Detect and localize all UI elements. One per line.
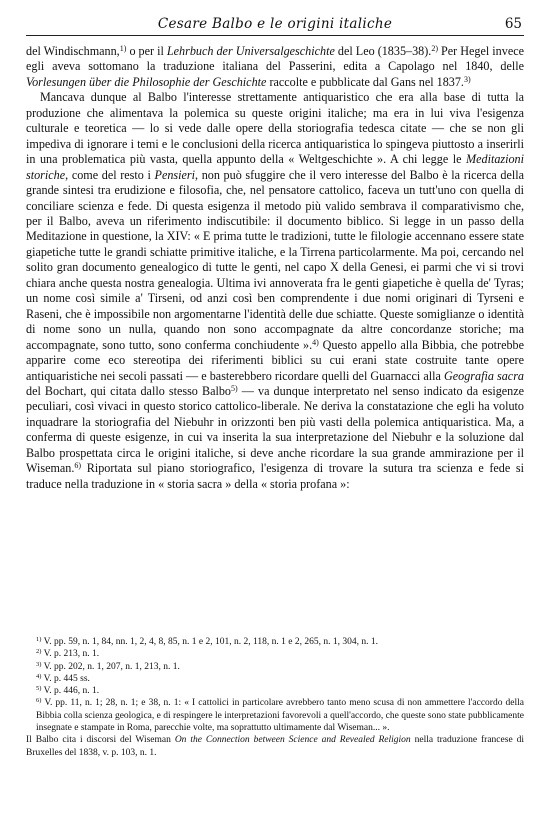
text-run: del Leo (1835–38). <box>334 44 432 58</box>
footnote <box>26 648 524 660</box>
page-number: 65 <box>504 16 522 32</box>
footnote-number: 3) <box>36 660 42 668</box>
footnote-text: V. p. 445 ss. <box>41 673 90 684</box>
footnote-number: 5) <box>36 685 42 693</box>
book-title: Lehrbuch der Universalgeschichte <box>166 44 335 58</box>
footnote-text: V. pp. 202, n. 1, 207, n. 1, 213, n. 1. <box>41 661 180 672</box>
text-run: Il Balbo cita i discorsi del Wiseman <box>26 735 175 746</box>
text-run: del Windischmann, <box>26 44 120 58</box>
footnote <box>26 636 524 648</box>
footnote-continuation <box>26 734 524 759</box>
footnote-ref: 3) <box>463 74 471 84</box>
body-text <box>26 44 524 492</box>
text-run: Mancava dunque al Balbo l'interesse strettamente antiquaristico che era alla base di tutta la produzione che alimentava la polemica su queste origini italiche; ma era in lui viva l'esigenza culturale e teoretica — lo si vede dalle opere della storiografia tedesca citate — che se non gli impediva di ignorare i temi e le conclusioni della ricerca antiquaristica lo spingeva piuttosto a inserirli in una problematica più vasta, quella appunto della « Weltgeschichte ». A chi legge le <box>26 90 524 167</box>
book-title: On the Connection between Science and Revealed Religion <box>174 735 411 746</box>
footnote-ref: 2) <box>431 44 438 53</box>
footnote <box>26 673 524 685</box>
running-title: Cesare Balbo e le origini italiche <box>157 16 393 32</box>
footnote-number: 4) <box>36 672 42 680</box>
text-run: , come del resto i <box>65 167 155 182</box>
footnote-text: V. p. 213, n. 1. <box>41 649 100 660</box>
text-run: Riportata sul piano storiografico, l'esigenza di trovare la sutura tra scienza e fede si traduce nella traduzione in « storia sacra » della « storia profana »: <box>26 461 524 491</box>
paragraph-1 <box>26 44 524 90</box>
book-title: Pensieri <box>154 167 195 182</box>
footnote-ref: 1) <box>119 44 127 53</box>
footnote <box>26 697 524 734</box>
footnote-text: V. pp. 59, n. 1, 84, nn. 1, 2, 4, 8, 85, n. 1 e 2, 101, n. 2, 118, n. 1 e 2, 265, n. 1, 304, n. 1. <box>41 637 378 647</box>
footnote-number: 2) <box>36 648 42 656</box>
footnotes <box>26 636 524 759</box>
footnote-text: V. p. 446, n. 1. <box>41 686 100 697</box>
page-header <box>26 13 524 36</box>
footnote-ref: 6) <box>74 461 82 471</box>
book-title: Geografia sacra <box>444 368 524 383</box>
text-run: raccolte e pubblicate dal Gans nel 1837. <box>266 74 464 89</box>
text-run: Per Hegel invece egli aveva sottomano la traduzione italiana del Passerini, edita a Capolago nel 1840, delle <box>26 44 524 74</box>
book-title: Vorlesungen über die Philosophie der Geschichte <box>26 74 267 89</box>
footnote-ref: 4) <box>312 337 319 347</box>
footnote <box>26 685 524 697</box>
text-run: del Bochart, qui citata dallo stesso Balbo <box>26 383 231 398</box>
footnote-number: 1) <box>36 636 42 643</box>
footnote-text: V. pp. 11, n. 1; 28, n. 1; e 38, n. 1: « I cattolici in particolare avrebbero tanto meno scusa di non ammettere l'accordo della Bibbia colla scienza geologica, e di respingere le interpretazioni favorevoli a quell'accordo, che queste sono state pubblicamente insegnate e stampate in Roma, parecchie volte, ma soprattutto ultimamente dal Wiseman... ». <box>36 698 524 734</box>
text-run: nella traduzione francese di Bruxelles del 1838, v. p. 103, n. 1. <box>26 735 524 758</box>
footnote <box>26 661 524 673</box>
text-run: o per il <box>126 44 167 58</box>
text-run: , non può sfuggire che il vero interesse del Balbo è la ricerca della grande sintesi tra erudizione e filosofia, che, nel pensatore cattolico, faceva un tutt'uno con quella di conciliare scienza e fede. Di questa esigenza il metodo più valido sembrava il comparativismo che, per il Balbo, aveva un riferimento indiscutibile: il documento biblico. Si legge in un passo della Meditazione in questione, la XIV: « E prima tutte le tradizioni, tutte le filologie accennano essere state giapetiche tutte le grandi schiatte primitive italiche, e la Tirrena particolarmente. Ma poi, cercando nel solito gran documento genealogico di tutte le genti, nel capo X della Genesi, ei parmi che vi si trovi chiara anche questa nostra genealogia. Ultima ivi annoverata fra le genti giapetiche è quella de' Tyras; un nome così simile a' Tirseni, od anzi così ben comprendente i due nomi originari di Tyrseni e Raseni, che è impossibile non argomentarne l'identità delle due schiatte. Queste somiglianze o identità di nome sono un nulla, quando non sono accompagnate da altre concordanze storiche; ma accompagnate, sono tutto, sono conferma conchiudente ». <box>26 167 524 352</box>
footnote-number: 6) <box>36 697 42 705</box>
text-run: Questo appello alla Bibbia, che potrebbe apparire come eco stereotipa dei riferimenti biblici su cui erani state costruite tante opere antiquaristiche nei secoli passati — e basterebbero ricordare quelli del Guarnacci alla <box>26 337 524 383</box>
text-run: — va dunque interpretato nel senso indicato da esigenze peculiari, così vivaci in questo storico cattolico-liberale. Ne deriva la constatazione che egli ha voluto inquadrare la storiografia del Niebuhr in orizzonti ben più vasti della polemica antiquaristica. Ma, a conferma di queste esigenze, in cui va inserita la sua interpretazione del Niebuhr e la soluzione dal Balbo prospettata circa le origini italiche, si deve anche ricordare la sua grande ammirazione per il Wiseman. <box>26 383 525 476</box>
paragraph-2 <box>26 90 524 492</box>
footnote-ref: 5) <box>230 383 238 393</box>
book-title: Meditazioni storiche <box>26 152 524 182</box>
